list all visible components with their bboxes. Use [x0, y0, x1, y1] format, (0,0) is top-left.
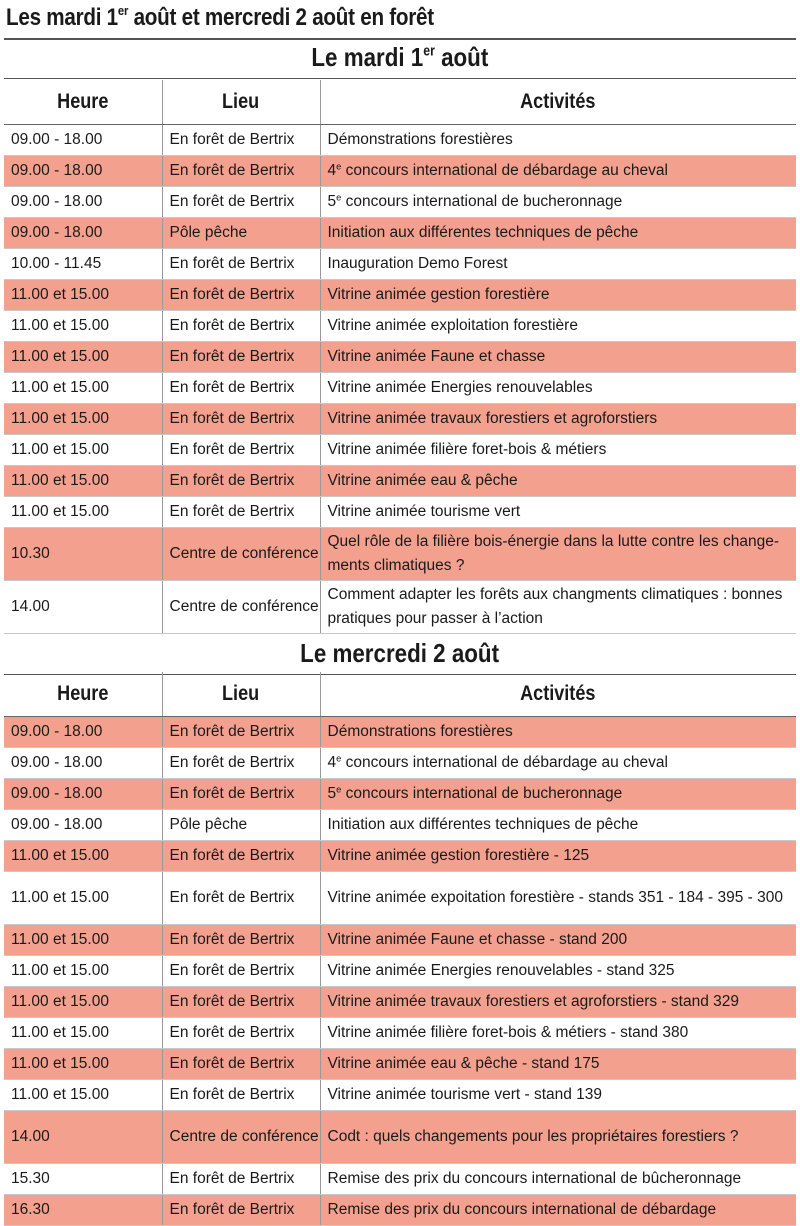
col-header-activites: Activités: [320, 80, 796, 125]
table-row: [4, 987, 796, 1018]
cell-activite: Vitrine animée Energies renouvelables - stand 325: [320, 956, 796, 987]
cell-heure: 09.00 - 18.00: [4, 156, 162, 187]
table-row: [4, 1195, 796, 1226]
cell-lieu: En forêt de Bertrix: [162, 872, 320, 925]
col-header-heure: Heure: [4, 672, 162, 717]
ordinal-number: 4: [327, 162, 337, 179]
cell-heure: 11.00 et 15.00: [4, 373, 162, 404]
table-row: [4, 218, 796, 249]
cell-heure: 10.00 - 11.45: [4, 249, 162, 280]
cell-lieu: En forêt de Bertrix: [162, 925, 320, 956]
table-row: [4, 810, 796, 841]
cell-activite: Vitrine animée Faune et chasse: [320, 342, 796, 373]
ordinal-suffix: e: [336, 784, 342, 795]
cell-activite: Vitrine animée exploitation forestière: [320, 311, 796, 342]
cell-lieu: En forêt de Bertrix: [162, 1080, 320, 1111]
cell-heure: 11.00 et 15.00: [4, 280, 162, 311]
table-header-row: [4, 80, 796, 125]
title-rule: [4, 38, 796, 40]
table-row: [4, 1111, 796, 1164]
table-row: [4, 125, 796, 156]
cell-lieu: En forêt de Bertrix: [162, 1018, 320, 1049]
activity-text: concours international de bucheronnage: [341, 193, 623, 210]
table-row: [4, 872, 796, 925]
col-header-activites: Activités: [320, 672, 796, 717]
cell-activite: Démonstrations forestières: [320, 717, 796, 748]
cell-activite: Vitrine animée expoitation forestière - stands 351 - 184 - 395 - 300: [320, 872, 796, 925]
table-row: [4, 1080, 796, 1111]
cell-lieu: En forêt de Bertrix: [162, 187, 320, 218]
cell-heure: 11.00 et 15.00: [4, 466, 162, 497]
cell-activite: Comment adapter les forêts aux changments climatiques : bonnes pratiques pour passer à l’action: [320, 581, 796, 634]
cell-lieu: Pôle pêche: [162, 218, 320, 249]
cell-activite: Démonstrations forestières: [320, 125, 796, 156]
cell-lieu: En forêt de Bertrix: [162, 987, 320, 1018]
cell-lieu: En forêt de Bertrix: [162, 311, 320, 342]
table-header-row: [4, 672, 796, 717]
cell-activite: [320, 748, 796, 779]
cell-activite: Vitrine animée gestion forestière: [320, 280, 796, 311]
cell-lieu: En forêt de Bertrix: [162, 373, 320, 404]
table-row: [4, 187, 796, 218]
cell-lieu: En forêt de Bertrix: [162, 156, 320, 187]
cell-heure: 09.00 - 18.00: [4, 717, 162, 748]
cell-lieu: Centre de conférence: [162, 1111, 320, 1164]
cell-activite: [320, 187, 796, 218]
table-row: [4, 156, 796, 187]
cell-lieu: Pôle pêche: [162, 810, 320, 841]
cell-heure: 11.00 et 15.00: [4, 987, 162, 1018]
cell-lieu: En forêt de Bertrix: [162, 956, 320, 987]
col-header-heure: Heure: [4, 80, 162, 125]
activity-text: concours international de débardage au cheval: [341, 754, 668, 771]
table-row: [4, 466, 796, 497]
cell-activite: Vitrine animée tourisme vert - stand 139: [320, 1080, 796, 1111]
cell-activite: Inauguration Demo Forest: [320, 249, 796, 280]
page-title: Les mardi 1er août et mercredi 2 août en forêt: [6, 3, 434, 31]
cell-lieu: En forêt de Bertrix: [162, 748, 320, 779]
ordinal-suffix: e: [336, 161, 342, 172]
table-row: [4, 497, 796, 528]
cell-lieu: En forêt de Bertrix: [162, 280, 320, 311]
cell-lieu: En forêt de Bertrix: [162, 435, 320, 466]
table-row: [4, 956, 796, 987]
table-row: [4, 925, 796, 956]
cell-lieu: En forêt de Bertrix: [162, 249, 320, 280]
cell-lieu: En forêt de Bertrix: [162, 497, 320, 528]
cell-heure: 11.00 et 15.00: [4, 497, 162, 528]
activity-text: concours international de débardage au cheval: [341, 162, 668, 179]
cell-lieu: Centre de conférence: [162, 528, 320, 581]
cell-activite: Initiation aux différentes techniques de pêche: [320, 218, 796, 249]
cell-heure: 09.00 - 18.00: [4, 779, 162, 810]
cell-activite: Quel rôle de la filière bois-énergie dans la lutte contre les change-ments climatiques ?: [320, 528, 796, 581]
cell-heure: 14.00: [4, 581, 162, 634]
cell-lieu: En forêt de Bertrix: [162, 841, 320, 872]
cell-heure: 11.00 et 15.00: [4, 956, 162, 987]
cell-lieu: En forêt de Bertrix: [162, 125, 320, 156]
cell-activite: Remise des prix du concours international de bûcheronnage: [320, 1164, 796, 1195]
day-title-mercredi: Le mercredi 2 août: [300, 638, 500, 668]
cell-activite: Vitrine animée eau & pêche: [320, 466, 796, 497]
cell-heure: 11.00 et 15.00: [4, 925, 162, 956]
table-row: [4, 404, 796, 435]
cell-lieu: En forêt de Bertrix: [162, 779, 320, 810]
cell-activite: Vitrine animée tourisme vert: [320, 497, 796, 528]
cell-lieu: En forêt de Bertrix: [162, 404, 320, 435]
cell-activite: Remise des prix du concours international de débardage: [320, 1195, 796, 1226]
cell-heure: 10.30: [4, 528, 162, 581]
cell-activite: Codt : quels changements pour les propriétaires forestiers ?: [320, 1111, 796, 1164]
activity-text: concours international de bucheronnage: [341, 785, 623, 802]
ordinal-suffix: e: [336, 192, 342, 203]
table-row: [4, 717, 796, 748]
cell-lieu: En forêt de Bertrix: [162, 1049, 320, 1080]
cell-activite: [320, 779, 796, 810]
cell-lieu: En forêt de Bertrix: [162, 466, 320, 497]
table-row: [4, 249, 796, 280]
table-row: [4, 581, 796, 634]
table-row: [4, 342, 796, 373]
table-row: [4, 280, 796, 311]
table-row: [4, 841, 796, 872]
cell-activite: Vitrine animée filière foret-bois & métiers: [320, 435, 796, 466]
cell-heure: 11.00 et 15.00: [4, 1018, 162, 1049]
table-row: [4, 528, 796, 581]
cell-lieu: Centre de conférence: [162, 581, 320, 634]
table-row: [4, 373, 796, 404]
cell-lieu: En forêt de Bertrix: [162, 717, 320, 748]
cell-heure: 11.00 et 15.00: [4, 435, 162, 466]
cell-heure: 14.00: [4, 1111, 162, 1164]
schedule-table-mardi: [4, 80, 796, 634]
cell-heure: 09.00 - 18.00: [4, 218, 162, 249]
cell-heure: 11.00 et 15.00: [4, 342, 162, 373]
cell-heure: 15.30: [4, 1164, 162, 1195]
col-header-lieu: Lieu: [162, 80, 320, 125]
cell-heure: 11.00 et 15.00: [4, 872, 162, 925]
cell-lieu: En forêt de Bertrix: [162, 1195, 320, 1226]
ordinal-number: 4: [327, 754, 337, 771]
cell-heure: 11.00 et 15.00: [4, 1049, 162, 1080]
cell-heure: 11.00 et 15.00: [4, 311, 162, 342]
cell-activite: Initiation aux différentes techniques de pêche: [320, 810, 796, 841]
cell-heure: 11.00 et 15.00: [4, 1080, 162, 1111]
cell-lieu: En forêt de Bertrix: [162, 342, 320, 373]
cell-heure: 09.00 - 18.00: [4, 187, 162, 218]
ordinal-suffix: e: [336, 753, 342, 764]
cell-heure: 11.00 et 15.00: [4, 404, 162, 435]
cell-activite: Vitrine animée Faune et chasse - stand 200: [320, 925, 796, 956]
cell-activite: Vitrine animée gestion forestière - 125: [320, 841, 796, 872]
cell-heure: 09.00 - 18.00: [4, 125, 162, 156]
table-row: [4, 1018, 796, 1049]
ordinal-number: 5: [327, 785, 337, 802]
section-rule: [4, 78, 796, 79]
cell-heure: 09.00 - 18.00: [4, 810, 162, 841]
table-row: [4, 435, 796, 466]
table-row: [4, 748, 796, 779]
cell-activite: Vitrine animée travaux forestiers et agroforstiers - stand 329: [320, 987, 796, 1018]
table-row: [4, 1049, 796, 1080]
cell-heure: 09.00 - 18.00: [4, 748, 162, 779]
col-header-lieu: Lieu: [162, 672, 320, 717]
cell-activite: Vitrine animée eau & pêche - stand 175: [320, 1049, 796, 1080]
cell-activite: [320, 156, 796, 187]
cell-activite: Vitrine animée travaux forestiers et agroforstiers: [320, 404, 796, 435]
cell-heure: 11.00 et 15.00: [4, 841, 162, 872]
ordinal-number: 5: [327, 193, 337, 210]
cell-heure: 16.30: [4, 1195, 162, 1226]
cell-lieu: En forêt de Bertrix: [162, 1164, 320, 1195]
day-title-mardi: Le mardi 1er août: [311, 42, 489, 72]
schedule-table-mercredi: [4, 672, 796, 1226]
cell-activite: Vitrine animée filière foret-bois & métiers - stand 380: [320, 1018, 796, 1049]
table-row: [4, 311, 796, 342]
table-row: [4, 1164, 796, 1195]
table-row: [4, 779, 796, 810]
cell-activite: Vitrine animée Energies renouvelables: [320, 373, 796, 404]
